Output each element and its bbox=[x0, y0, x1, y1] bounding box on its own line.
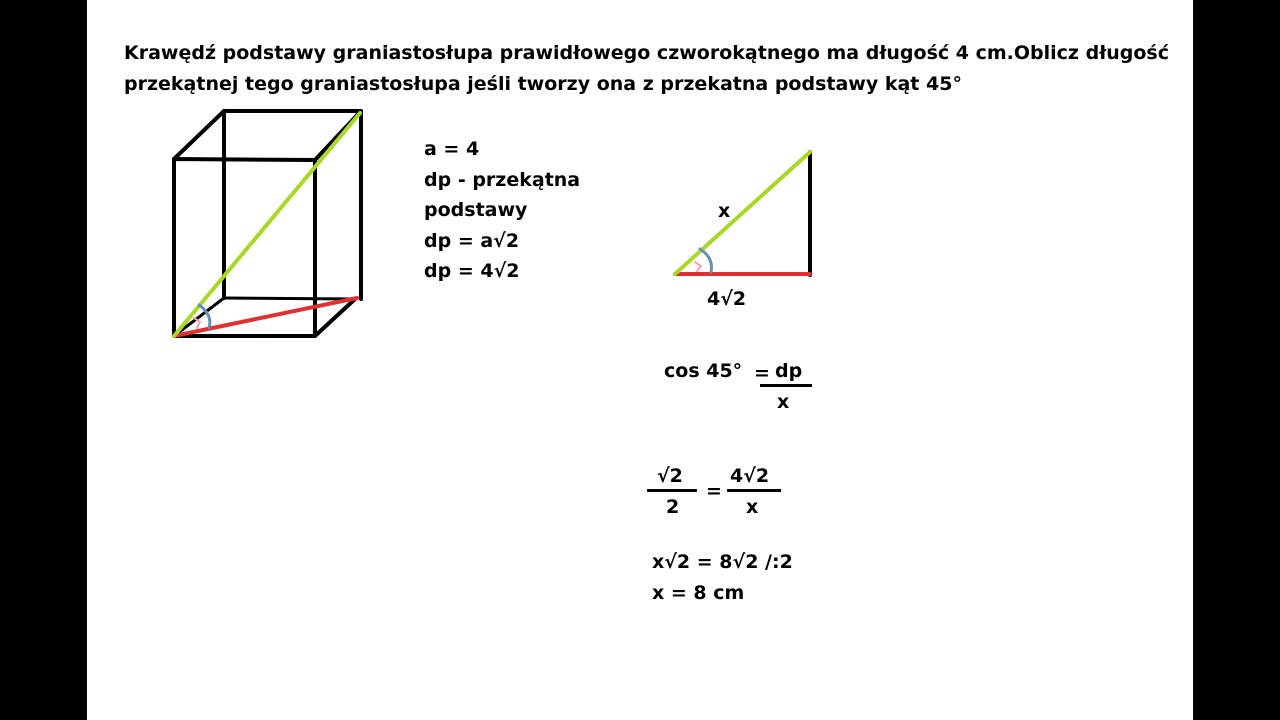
solution-result: x = 8 cm bbox=[652, 582, 745, 604]
note-dp-def-2: podstawy bbox=[424, 199, 528, 221]
prism-top-left-connector bbox=[174, 111, 224, 159]
cos-denominator: x bbox=[777, 391, 790, 413]
prism-diagram bbox=[87, 0, 1193, 720]
cos-lhs: cos 45° bbox=[664, 360, 743, 382]
triangle-base-label: 4√2 bbox=[707, 288, 747, 310]
frac1-denominator: 2 bbox=[666, 496, 680, 518]
cos-numerator: dp bbox=[775, 360, 803, 382]
triangle-hypotenuse-label: x bbox=[718, 200, 731, 222]
triangle-diagram bbox=[675, 152, 810, 275]
triangle-hypotenuse bbox=[675, 152, 810, 274]
solution-step-1: x√2 = 8√2 /:2 bbox=[652, 551, 793, 573]
note-dp-formula: dp = a√2 bbox=[424, 230, 520, 252]
problem-line-2: przekątnej tego graniastosłupa jeśli tworzy ona z przekatna podstawy kąt 45° bbox=[124, 73, 962, 95]
note-dp-def-1: dp - przekątna bbox=[424, 169, 581, 191]
note-dp-value: dp = 4√2 bbox=[424, 260, 520, 282]
prism-angle-mark bbox=[194, 318, 200, 328]
problem-line-1: Krawędź podstawy graniastosłupa prawidłowego czworokątnego ma długość 4 cm.Oblicz długość bbox=[124, 42, 1169, 64]
whiteboard bbox=[87, 0, 1193, 720]
triangle-angle-mark bbox=[695, 262, 701, 271]
frac2-denominator: x bbox=[746, 496, 759, 518]
note-a: a = 4 bbox=[424, 138, 480, 160]
frac1-numerator: √2 bbox=[657, 465, 683, 487]
frac-equals: = bbox=[706, 480, 722, 502]
cos-equals: = bbox=[754, 362, 770, 384]
frac2-numerator: 4√2 bbox=[730, 465, 770, 487]
prism-back-bottom-edge bbox=[224, 298, 355, 299]
